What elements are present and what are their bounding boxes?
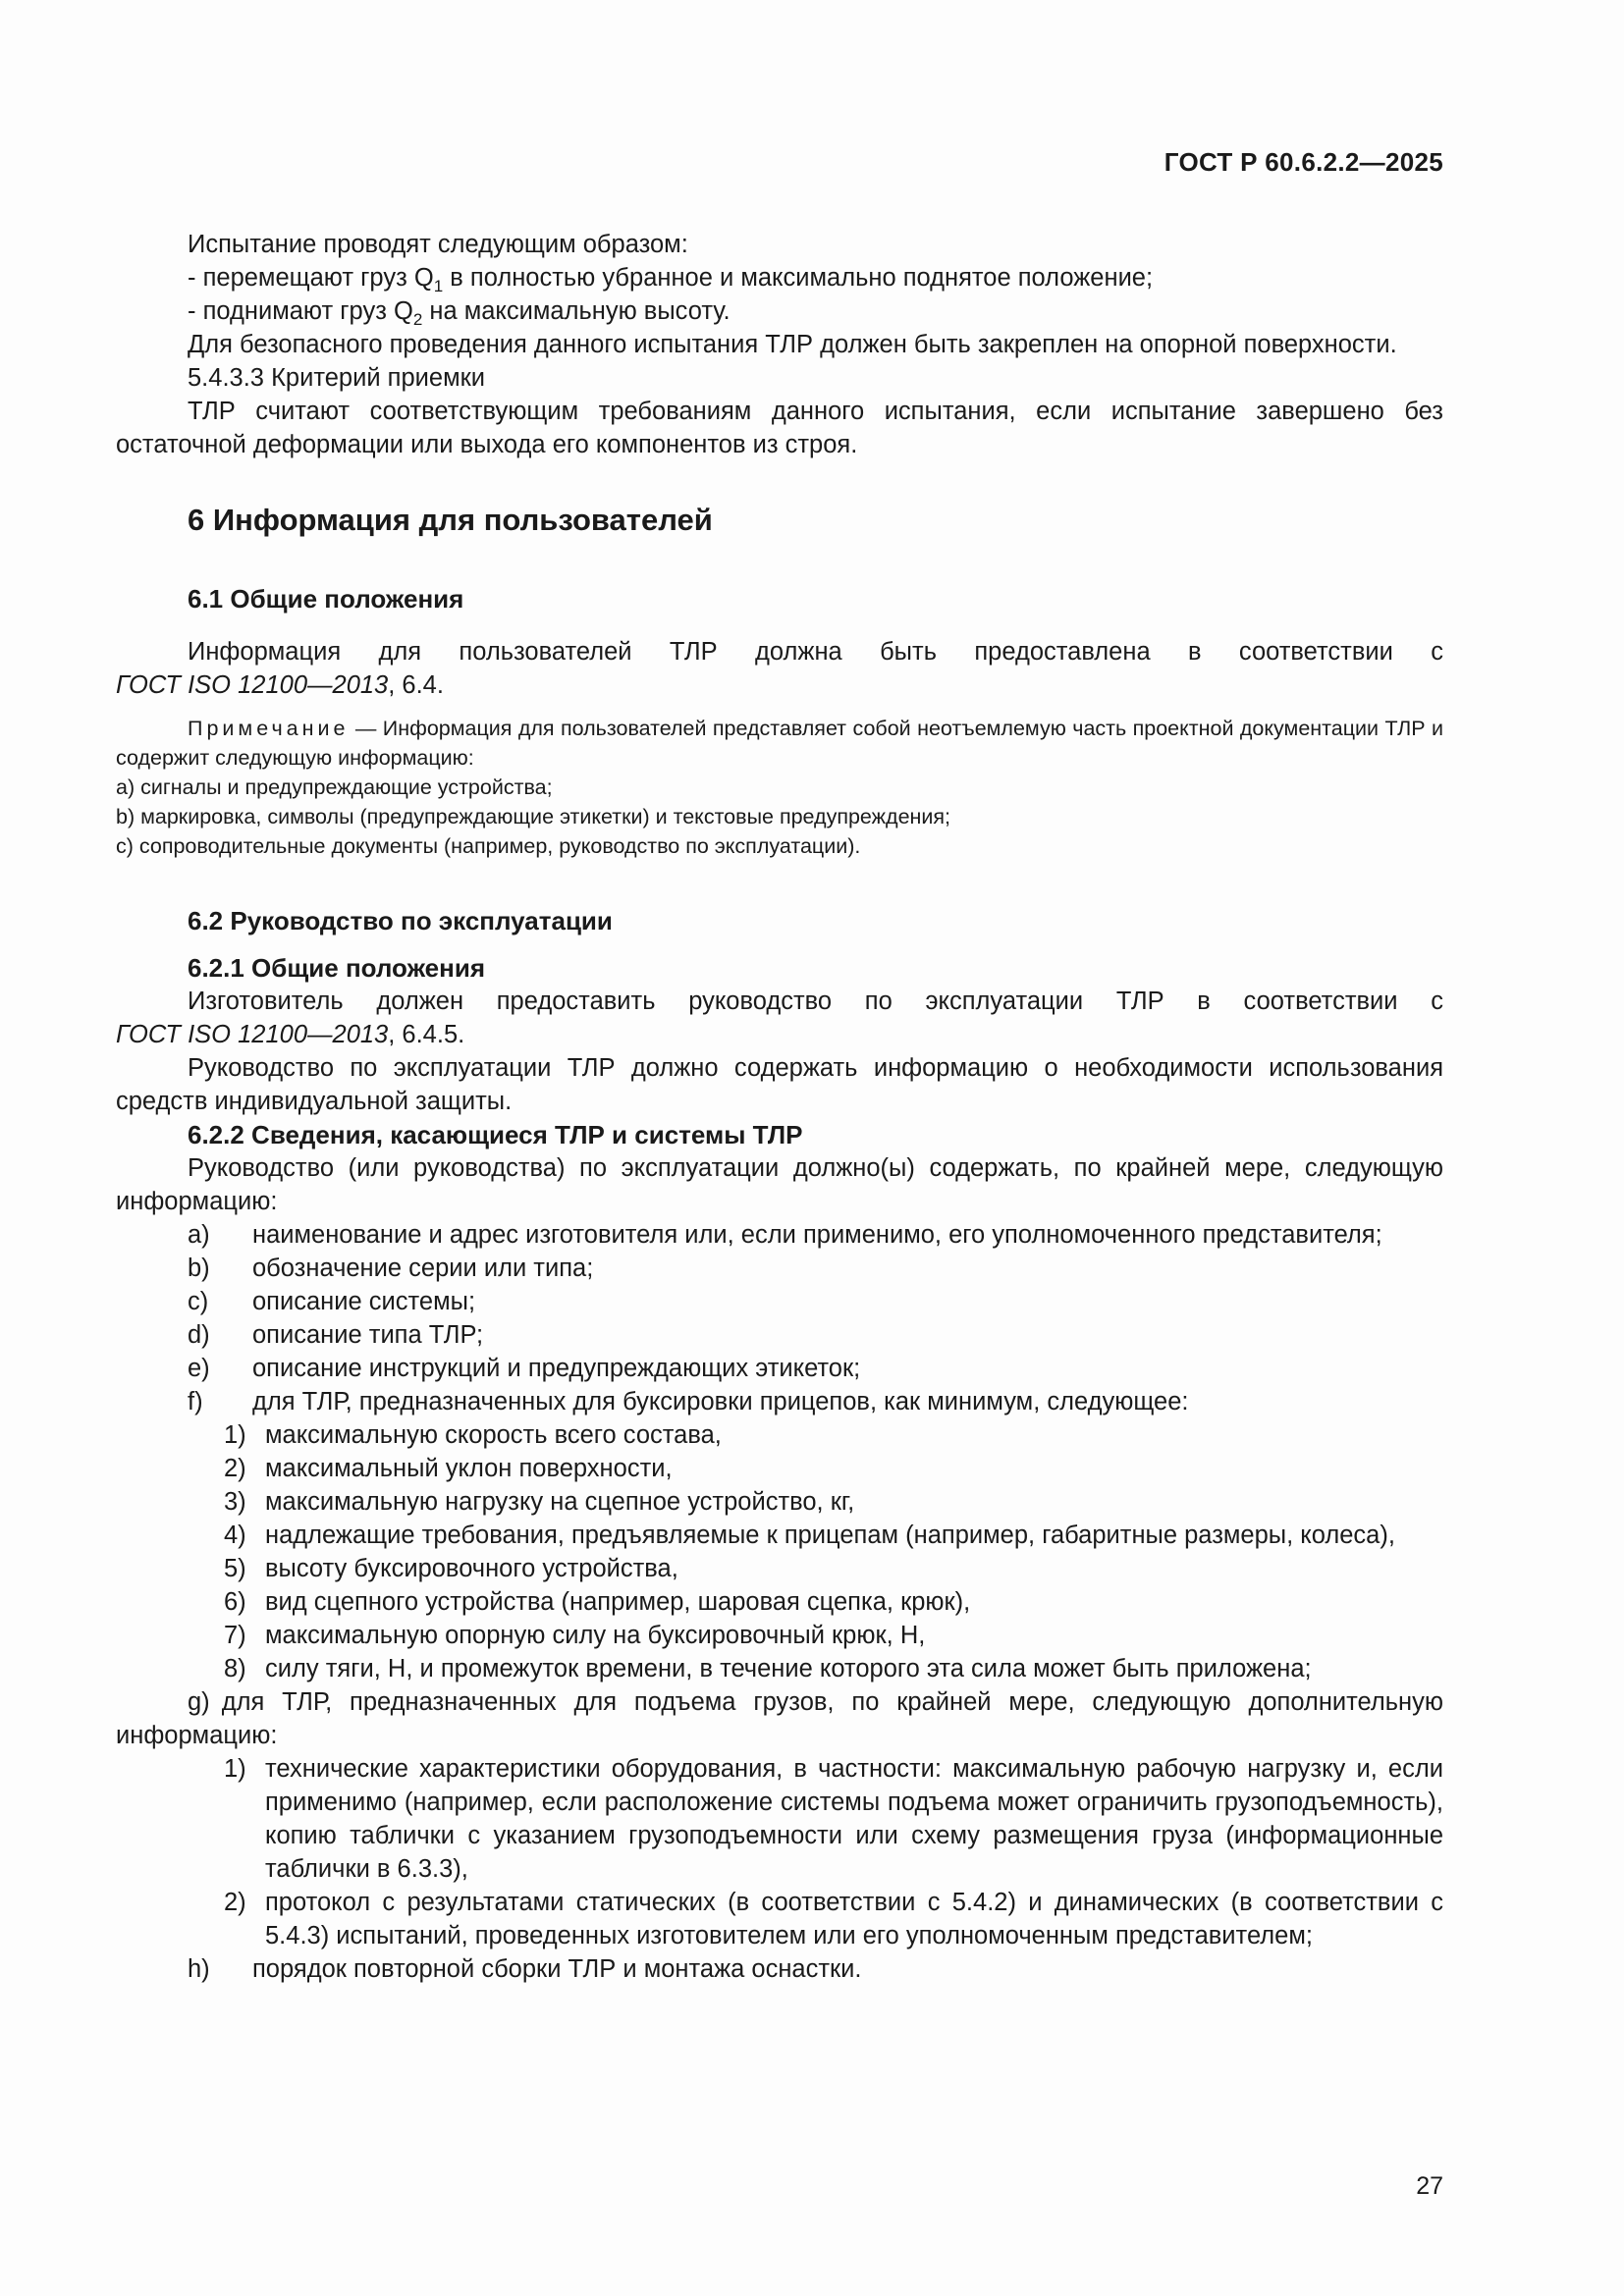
- paragraph: ТЛР считают соответствующим требованиям данного испытания, если испытание завершено без остаточной деформации или выхода его компонентов из строя.: [116, 398, 1443, 458]
- sublist-item: 4) надлежащие требования, предъявляемые к прицепам (например, габаритные размеры, колеса),: [224, 1522, 1395, 1549]
- paragraph: Информация для пользователей ТЛР должна быть предоставлена в соответствии с: [188, 638, 1443, 666]
- towing-sublist: [116, 1418, 1443, 1685]
- list-item: c) описание системы;: [188, 1288, 476, 1315]
- note-item: b) маркировка, символы (предупреждающие этикетки) и текстовые предупреждения;: [116, 805, 951, 828]
- list-item: b) обозначение серии или типа;: [188, 1255, 594, 1282]
- clause-heading: 6.2.1 Общие положения: [188, 953, 485, 983]
- list-item: g) для ТЛР, предназначенных для подъема грузов, по крайней мере, следующую дополнительную информацию:: [116, 1688, 1443, 1749]
- subsection-heading: 6.2 Руководство по эксплуатации: [188, 906, 613, 935]
- note-item: с) сопроводительные документы (например, руководство по эксплуатации).: [116, 834, 861, 858]
- paragraph: Испытание проводят следующим образом:: [188, 231, 688, 258]
- dash-item: - перемещают груз $Q_1$ в полностью убранное и максимально поднятое положение;: [188, 264, 1154, 295]
- sublist-item: 7) максимальную опорную силу на буксировочный крюк, Н,: [224, 1622, 926, 1649]
- page-number: 27: [1416, 2172, 1443, 2200]
- document-code: ГОСТ Р 60.6.2.2—2025: [1164, 147, 1443, 177]
- sublist-item: 2) протокол с результатами статических (в соответствии с 5.4.2) и динамических (в соответствии с 5.4.3) испытаний, проведенных изготовителем или его уполномоченным представителем;: [224, 1889, 1443, 1949]
- sublist-item: 5) высоту буксировочного устройства,: [224, 1555, 678, 1582]
- sublist-item: 1) максимальную скорость всего состава,: [224, 1421, 722, 1449]
- clause-heading: 6.2.2 Сведения, касающиеся ТЛР и системы ТЛР: [188, 1120, 803, 1149]
- paragraph: Руководство (или руководства) по эксплуатации должно(ы) содержать, по крайней мере, следующую информацию:: [116, 1154, 1443, 1215]
- paragraph-continuation: ГОСТ ISO 12100—2013, 6.4.: [116, 671, 444, 699]
- list-item: h) порядок повторной сборки ТЛР и монтажа оснастки.: [188, 1955, 862, 1983]
- paragraph-continuation: ГОСТ ISO 12100—2013, 6.4.5.: [116, 1021, 465, 1048]
- standard-reference: ГОСТ ISO 12100—2013: [116, 671, 389, 699]
- requirements-list: [116, 1218, 1443, 1986]
- list-item: d) описание типа ТЛР;: [188, 1321, 484, 1349]
- note-text: Информация для пользователей представляет собой неотъемлемую часть проектной документации ТЛР и содержит следующую информацию:: [116, 717, 1443, 770]
- note-block: Примечание — Информация для пользователей представляет собой неотъемлемую часть проектной документации ТЛР и содержит следующую информацию: а) сигналы и предупреждающие устройства; b) маркировка, символы (предупреждающие этикетки) и текстовые предупреждения; с) сопроводительные документы (например, руководство по эксплуатации).: [116, 714, 1443, 861]
- note-item: а) сигналы и предупреждающие устройства;: [116, 775, 553, 799]
- dash-item: - поднимают груз $Q_2$ на максимальную высоту.: [188, 297, 731, 329]
- section-heading: 6 Информация для пользователей: [188, 503, 713, 537]
- paragraph: Изготовитель должен предоставить руководство по эксплуатации ТЛР в соответствии с: [188, 988, 1443, 1015]
- standard-reference: ГОСТ ISO 12100—2013: [116, 1021, 389, 1048]
- note-label: Примечание: [188, 717, 350, 740]
- paragraph: Руководство по эксплуатации ТЛР должно содержать информацию о необходимости использования средств индивидуальной защиты.: [116, 1054, 1443, 1115]
- sublist-item: 8) силу тяги, Н, и промежуток времени, в течение которого эта сила может быть приложена;: [224, 1655, 1312, 1682]
- lifting-sublist: [116, 1752, 1443, 1952]
- page-content: [116, 228, 1443, 1986]
- list-item: e) описание инструкций и предупреждающих этикеток;: [188, 1355, 861, 1382]
- clause-heading: 5.4.3.3 Критерий приемки: [188, 364, 486, 392]
- paragraph: Для безопасного проведения данного испытания ТЛР должен быть закреплен на опорной поверхности.: [188, 331, 1397, 358]
- sublist-item: 6) вид сцепного устройства (например, шаровая сцепка, крюк),: [224, 1588, 971, 1616]
- sublist-item: 3) максимальную нагрузку на сцепное устройство, кг,: [224, 1488, 855, 1516]
- sublist-item: 2) максимальный уклон поверхности,: [224, 1455, 673, 1482]
- list-item: a) наименование и адрес изготовителя или, если применимо, его уполномоченного представителя;: [188, 1221, 1382, 1249]
- list-item: f) для ТЛР, предназначенных для буксировки прицепов, как минимум, следующее:: [188, 1388, 1189, 1415]
- subsection-heading: 6.1 Общие положения: [188, 584, 464, 614]
- sublist-item: 1) технические характеристики оборудования, в частности: максимальную рабочую нагрузку и, если применимо (например, если расположение системы подъема может ограничить грузоподъемность), копию таблички с указанием грузоподъемности или схему размещения груза (информационные таблички в 6.3.3),: [224, 1755, 1443, 1883]
